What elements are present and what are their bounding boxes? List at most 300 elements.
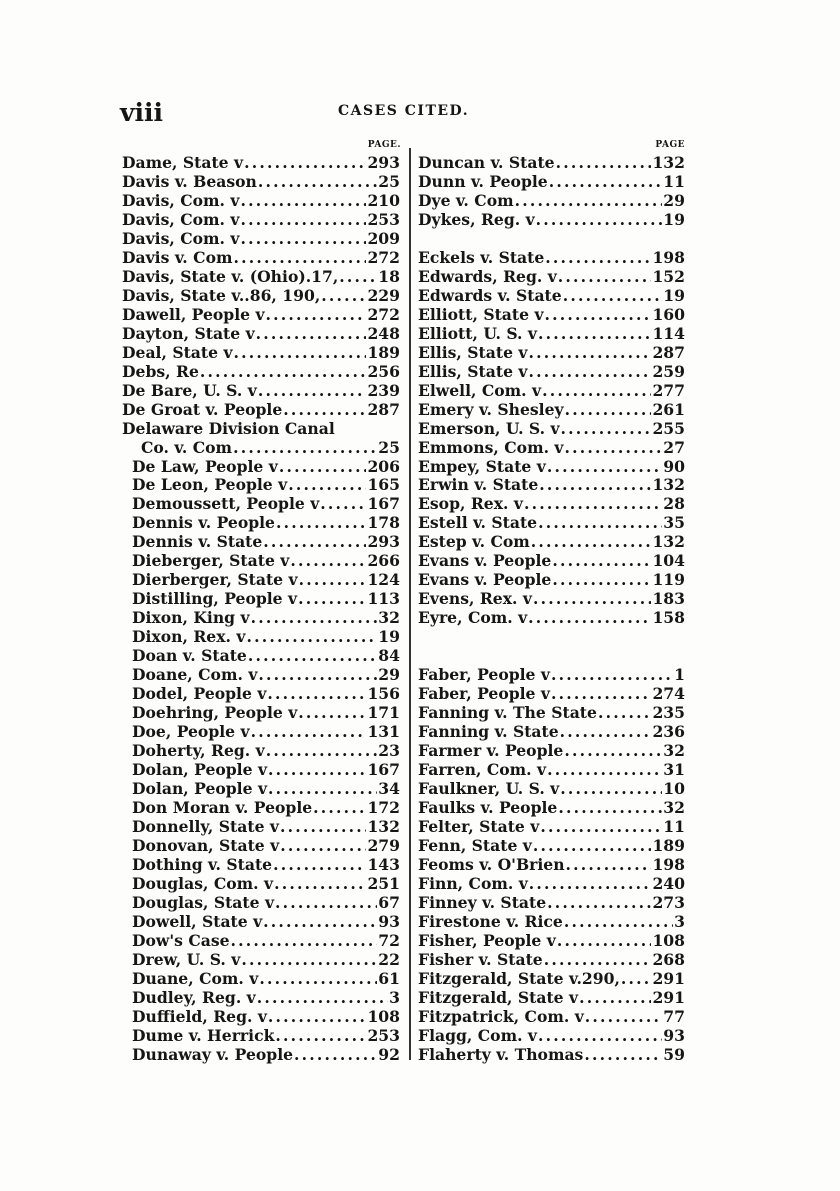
case-entry bbox=[122, 533, 400, 552]
dot-leader bbox=[533, 590, 651, 609]
dot-leader bbox=[515, 192, 663, 211]
case-entry bbox=[418, 401, 685, 420]
dot-leader bbox=[598, 704, 652, 723]
case-entry bbox=[122, 306, 400, 325]
case-name: Dennis v. People bbox=[132, 514, 275, 533]
dot-leader bbox=[558, 268, 652, 287]
case-entry bbox=[418, 685, 685, 704]
page-reference: 61 bbox=[378, 969, 400, 988]
case-name: Evans v. People bbox=[418, 552, 552, 571]
case-name: Empey, State v bbox=[418, 457, 546, 476]
case-name: Doe, People v bbox=[132, 723, 250, 742]
page-reference: 119 bbox=[652, 571, 685, 590]
page-reference: 67 bbox=[378, 893, 400, 912]
page-reference: 171 bbox=[367, 704, 400, 723]
page-reference: 273 bbox=[652, 893, 685, 912]
page-reference: 93 bbox=[378, 912, 400, 931]
blank-line bbox=[418, 647, 685, 666]
dot-leader bbox=[564, 913, 673, 932]
page-reference: 291 bbox=[652, 969, 685, 988]
case-entry bbox=[122, 268, 400, 287]
page-reference: 160 bbox=[652, 305, 685, 324]
dot-leader bbox=[557, 932, 652, 951]
column-divider bbox=[409, 148, 411, 1060]
case-entry bbox=[122, 1046, 400, 1065]
page-reference: 209 bbox=[367, 229, 400, 248]
case-name: Davis v. Beason bbox=[122, 172, 257, 191]
dot-leader bbox=[288, 476, 366, 495]
case-name: Ellis, State v bbox=[418, 343, 528, 362]
dot-leader bbox=[248, 647, 377, 666]
case-name: Dayton, State v bbox=[122, 324, 255, 343]
page-reference: 259 bbox=[652, 362, 685, 381]
case-name: Evans v. People bbox=[418, 571, 552, 590]
case-entry bbox=[122, 970, 400, 989]
case-entry bbox=[122, 154, 400, 173]
case-entry bbox=[418, 325, 685, 344]
page-reference: 3 bbox=[674, 912, 685, 931]
case-entry bbox=[122, 1027, 400, 1046]
page-reference: 1 bbox=[674, 666, 685, 685]
case-name: Dolan, People v bbox=[132, 779, 268, 798]
case-entry bbox=[122, 230, 400, 249]
case-entry bbox=[418, 495, 685, 514]
dot-leader bbox=[549, 173, 663, 192]
case-entry bbox=[122, 420, 400, 439]
page-reference: 29 bbox=[378, 666, 400, 685]
case-name: Eckels v. State bbox=[418, 248, 545, 267]
case-name: Dame, State v bbox=[122, 154, 244, 172]
case-name: Dawell, People v bbox=[122, 305, 265, 324]
case-name: Faulks v. People bbox=[418, 798, 558, 817]
case-name: Farmer v. People bbox=[418, 742, 564, 761]
case-entry bbox=[418, 818, 685, 837]
dot-leader bbox=[564, 742, 662, 761]
case-name: Esop, Rex. v bbox=[418, 495, 523, 514]
dot-leader bbox=[556, 154, 652, 173]
case-name: Delaware Division Canal bbox=[122, 419, 335, 438]
dot-leader bbox=[339, 268, 377, 287]
case-name: Don Moran v. People bbox=[132, 798, 313, 817]
dot-leader bbox=[273, 856, 366, 875]
page-reference: 287 bbox=[367, 400, 400, 419]
dot-leader bbox=[256, 325, 367, 344]
page-reference: 277 bbox=[652, 381, 685, 400]
case-entry bbox=[122, 742, 400, 761]
case-name: Dolan, People v bbox=[132, 761, 268, 779]
case-name: Dudley, Reg. v bbox=[132, 988, 256, 1007]
case-entry bbox=[122, 287, 400, 306]
case-entry bbox=[418, 970, 685, 989]
page-reference: 274 bbox=[652, 685, 685, 704]
case-name: Dixon, Rex. v bbox=[132, 628, 246, 647]
case-entry bbox=[418, 932, 685, 951]
case-entry bbox=[418, 837, 685, 856]
case-entry bbox=[418, 154, 685, 173]
case-name: Dierberger, State v bbox=[132, 571, 298, 590]
page-reference: 77 bbox=[663, 1007, 685, 1026]
dot-leader bbox=[528, 344, 651, 363]
dot-leader bbox=[561, 420, 652, 439]
page-reference: 84 bbox=[378, 647, 400, 666]
case-name: Fanning v. State bbox=[418, 723, 559, 742]
case-name: Emmons, Com. v bbox=[418, 438, 564, 457]
case-name: Dykes, Reg. v bbox=[418, 210, 535, 229]
case-entry bbox=[418, 514, 685, 533]
case-entry bbox=[418, 1046, 685, 1065]
case-entry bbox=[122, 439, 400, 458]
dot-leader bbox=[246, 628, 377, 647]
case-name: Doan v. State bbox=[132, 647, 247, 666]
case-entry bbox=[122, 856, 400, 875]
dot-leader bbox=[320, 495, 366, 514]
case-entry bbox=[418, 666, 685, 685]
dot-leader bbox=[241, 951, 377, 970]
dot-leader bbox=[563, 287, 663, 306]
dot-leader bbox=[540, 818, 662, 837]
case-entry bbox=[418, 211, 685, 230]
case-name: Firestone v. Rice bbox=[418, 912, 563, 931]
case-entry bbox=[418, 1027, 685, 1046]
page-reference: 272 bbox=[367, 248, 400, 267]
dot-leader bbox=[280, 837, 366, 856]
dot-leader bbox=[240, 230, 366, 249]
page-reference: 132 bbox=[367, 817, 400, 836]
dot-leader bbox=[251, 609, 378, 628]
dot-leader bbox=[294, 1046, 377, 1065]
page-reference: 291 bbox=[652, 988, 685, 1007]
page-reference: 266 bbox=[367, 552, 400, 571]
case-name: De Leon, People v bbox=[132, 476, 288, 495]
dot-leader bbox=[233, 439, 377, 458]
right-column-index bbox=[418, 154, 685, 1065]
dot-leader bbox=[257, 989, 388, 1008]
page-reference: 256 bbox=[367, 362, 400, 381]
case-entry bbox=[122, 761, 400, 780]
page-reference: 132 bbox=[652, 154, 685, 172]
blank-line bbox=[418, 628, 685, 647]
page-reference: 22 bbox=[378, 950, 400, 969]
case-entry bbox=[122, 382, 400, 401]
case-name: De Bare, U. S. v bbox=[122, 381, 257, 400]
page-reference: 27 bbox=[663, 438, 685, 457]
case-name: Dye v. Com bbox=[418, 191, 514, 210]
case-entry bbox=[418, 173, 685, 192]
left-column-index bbox=[122, 154, 400, 1065]
case-entry bbox=[418, 571, 685, 590]
case-entry bbox=[418, 780, 685, 799]
page-reference: 255 bbox=[652, 419, 685, 438]
dot-leader bbox=[258, 173, 377, 192]
dot-leader bbox=[552, 552, 651, 571]
case-name: Doherty, Reg. v bbox=[132, 742, 265, 761]
page-reference: 29 bbox=[663, 191, 685, 210]
case-entry bbox=[418, 382, 685, 401]
case-name: Estell v. State bbox=[418, 514, 538, 533]
page-reference: 167 bbox=[367, 761, 400, 779]
page-reference: 240 bbox=[652, 874, 685, 893]
case-entry bbox=[418, 192, 685, 211]
dot-leader bbox=[313, 799, 366, 818]
case-name: Duane, Com. v bbox=[132, 969, 259, 988]
case-entry bbox=[122, 704, 400, 723]
page-reference: 198 bbox=[652, 248, 685, 267]
dot-leader bbox=[268, 1008, 367, 1027]
case-entry bbox=[122, 363, 400, 382]
dot-leader bbox=[560, 723, 652, 742]
case-entry bbox=[122, 571, 400, 590]
case-name: Doehring, People v bbox=[132, 704, 298, 723]
case-entry bbox=[418, 249, 685, 268]
page-reference: 25 bbox=[378, 172, 400, 191]
right-column-heading: PAGE bbox=[655, 140, 685, 150]
page-reference: 143 bbox=[367, 855, 400, 874]
dot-leader bbox=[266, 306, 367, 325]
dot-leader bbox=[542, 382, 651, 401]
page-reference: 131 bbox=[367, 723, 400, 742]
dot-leader bbox=[538, 514, 662, 533]
page-reference: 236 bbox=[652, 723, 685, 742]
case-entry bbox=[122, 666, 400, 685]
case-name: Davis, Com. v bbox=[122, 210, 240, 229]
case-entry bbox=[122, 799, 400, 818]
page-reference: 235 bbox=[652, 704, 685, 723]
page-reference: 104 bbox=[652, 552, 685, 571]
page-reference: 108 bbox=[367, 1007, 400, 1026]
case-name: Debs, Re bbox=[122, 362, 199, 381]
case-entry bbox=[418, 344, 685, 363]
dot-leader bbox=[299, 571, 367, 590]
case-entry bbox=[122, 325, 400, 344]
case-name: Douglas, Com. v bbox=[132, 874, 274, 893]
case-entry bbox=[122, 401, 400, 420]
dot-leader bbox=[547, 458, 662, 477]
case-name: Elwell, Com. v bbox=[418, 381, 542, 400]
dot-leader bbox=[290, 552, 366, 571]
page-reference: 251 bbox=[367, 874, 400, 893]
dot-leader bbox=[524, 495, 662, 514]
case-entry bbox=[122, 989, 400, 1008]
page-reference: 34 bbox=[378, 779, 400, 798]
page-reference: 108 bbox=[652, 931, 685, 950]
case-name: De Law, People v bbox=[132, 457, 278, 476]
page-reference: 152 bbox=[652, 267, 685, 286]
dot-leader bbox=[551, 666, 673, 685]
page-reference: 156 bbox=[367, 685, 400, 704]
case-entry bbox=[418, 590, 685, 609]
case-name: Distilling, People v bbox=[132, 590, 298, 609]
page-reference: 239 bbox=[367, 381, 400, 400]
page-reference: 165 bbox=[367, 476, 400, 495]
dot-leader bbox=[251, 723, 367, 742]
case-entry bbox=[122, 628, 400, 647]
dot-leader bbox=[263, 913, 377, 932]
page-reference: 59 bbox=[663, 1045, 685, 1064]
case-name: Fitzpatrick, Com. v bbox=[418, 1007, 584, 1026]
page-reference: 178 bbox=[367, 514, 400, 533]
case-name: Fanning v. The State bbox=[418, 704, 597, 723]
case-name: Davis, State v. (Ohio).17, bbox=[122, 267, 339, 286]
case-name: Eyre, Com. v bbox=[418, 609, 528, 628]
dot-leader bbox=[538, 1027, 662, 1046]
dot-leader bbox=[545, 306, 652, 325]
dot-leader bbox=[263, 533, 366, 552]
case-entry bbox=[122, 173, 400, 192]
case-name: Donovan, State v bbox=[132, 836, 280, 855]
case-name: Elliott, State v bbox=[418, 305, 544, 324]
page-reference: 210 bbox=[367, 191, 400, 210]
case-name: Faber, People v bbox=[418, 666, 550, 685]
case-entry bbox=[418, 458, 685, 477]
dot-leader bbox=[276, 514, 366, 533]
case-entry bbox=[122, 249, 400, 268]
dot-leader bbox=[231, 932, 378, 951]
page-reference: 183 bbox=[652, 590, 685, 609]
case-entry bbox=[122, 894, 400, 913]
dot-leader bbox=[545, 249, 651, 268]
case-entry bbox=[418, 894, 685, 913]
case-name: Dunn v. People bbox=[418, 172, 548, 191]
page-reference: 19 bbox=[663, 286, 685, 305]
case-entry bbox=[122, 458, 400, 477]
case-name: Co. v. Com bbox=[141, 438, 233, 457]
case-entry bbox=[418, 552, 685, 571]
dot-leader bbox=[283, 401, 366, 420]
case-entry bbox=[122, 780, 400, 799]
case-name: Davis, Com. v bbox=[122, 191, 240, 210]
dot-leader bbox=[529, 875, 652, 894]
case-name: Donnelly, State v bbox=[132, 817, 279, 836]
case-entry bbox=[418, 476, 685, 495]
page-reference: 167 bbox=[367, 495, 400, 514]
case-entry bbox=[418, 723, 685, 742]
case-entry bbox=[418, 989, 685, 1008]
case-entry bbox=[418, 799, 685, 818]
case-entry bbox=[418, 913, 685, 932]
dot-leader bbox=[233, 249, 366, 268]
case-name: Estep v. Com bbox=[418, 533, 530, 552]
dot-leader bbox=[258, 382, 367, 401]
page-reference: 3 bbox=[389, 988, 400, 1007]
case-name: Doane, Com. v bbox=[132, 666, 258, 685]
page-reference: 19 bbox=[663, 210, 685, 229]
case-entry bbox=[122, 552, 400, 571]
dot-leader bbox=[275, 1027, 366, 1046]
page-reference: 172 bbox=[367, 798, 400, 817]
dot-leader bbox=[240, 211, 366, 230]
page-reference: 189 bbox=[652, 836, 685, 855]
case-name: Farren, Com. v bbox=[418, 761, 547, 779]
case-entry bbox=[418, 268, 685, 287]
page-reference: 268 bbox=[652, 950, 685, 969]
case-name: Fenn, State v bbox=[418, 836, 532, 855]
case-entry bbox=[418, 439, 685, 458]
case-name: Ellis, State v bbox=[418, 362, 528, 381]
dot-leader bbox=[585, 1008, 663, 1027]
case-name: Dennis v. State bbox=[132, 533, 263, 552]
dot-leader bbox=[566, 856, 652, 875]
case-name: Dowell, State v bbox=[132, 912, 263, 931]
blank-line bbox=[418, 230, 685, 249]
dot-leader bbox=[298, 704, 366, 723]
case-entry bbox=[122, 344, 400, 363]
case-entry bbox=[418, 856, 685, 875]
case-name: Edwards v. State bbox=[418, 286, 562, 305]
page-reference: 25 bbox=[378, 438, 400, 457]
dot-leader bbox=[547, 761, 662, 780]
case-name: Elliott, U. S. v bbox=[418, 324, 537, 343]
dot-leader bbox=[547, 894, 651, 913]
case-name: Duncan v. State bbox=[418, 154, 555, 172]
page-reference: 90 bbox=[663, 457, 685, 476]
case-entry bbox=[418, 363, 685, 382]
case-name: Finney v. State bbox=[418, 893, 547, 912]
page-reference: 114 bbox=[652, 324, 685, 343]
page-reference: 35 bbox=[663, 514, 685, 533]
case-name: Emery v. Shesley bbox=[418, 400, 564, 419]
case-entry bbox=[122, 837, 400, 856]
page-reference: 253 bbox=[367, 210, 400, 229]
case-name: Dothing v. State bbox=[132, 855, 273, 874]
case-entry bbox=[418, 761, 685, 780]
page-reference: 11 bbox=[663, 817, 685, 836]
case-name: Dunaway v. People bbox=[132, 1045, 294, 1064]
dot-leader bbox=[544, 951, 652, 970]
running-title: CASES CITED. bbox=[338, 103, 470, 119]
case-entry bbox=[122, 495, 400, 514]
page-reference: 72 bbox=[378, 931, 400, 950]
page-reference: 287 bbox=[652, 343, 685, 362]
case-entry bbox=[122, 590, 400, 609]
case-name: De Groat v. People bbox=[122, 400, 283, 419]
case-name: Dixon, King v bbox=[132, 609, 250, 628]
dot-leader bbox=[558, 799, 662, 818]
page-reference: 32 bbox=[378, 609, 400, 628]
case-entry bbox=[122, 932, 400, 951]
dot-leader bbox=[267, 685, 366, 704]
case-name: Flaherty v. Thomas bbox=[418, 1045, 584, 1064]
case-entry bbox=[122, 192, 400, 211]
case-name: Finn, Com. v bbox=[418, 874, 528, 893]
case-entry bbox=[122, 476, 400, 495]
page-reference: 279 bbox=[367, 836, 400, 855]
dot-leader bbox=[539, 476, 651, 495]
dot-leader bbox=[528, 609, 651, 628]
case-name: Drew, U. S. v bbox=[132, 950, 241, 969]
dot-leader bbox=[528, 363, 651, 382]
page-reference: 113 bbox=[367, 590, 400, 609]
page-reference: 92 bbox=[378, 1045, 400, 1064]
dot-leader bbox=[268, 761, 366, 780]
case-entry bbox=[418, 287, 685, 306]
dot-leader bbox=[321, 287, 366, 306]
case-name: Fisher, People v bbox=[418, 931, 556, 950]
case-name: Dow's Case bbox=[132, 931, 230, 950]
dot-leader bbox=[552, 571, 651, 590]
page-reference: 19 bbox=[378, 628, 400, 647]
case-entry bbox=[418, 704, 685, 723]
page-number: viii bbox=[120, 98, 164, 127]
case-name: Emerson, U. S. v bbox=[418, 419, 560, 438]
case-name: Dodel, People v bbox=[132, 685, 267, 704]
page-reference: 124 bbox=[367, 571, 400, 590]
case-entry bbox=[122, 514, 400, 533]
case-entry bbox=[122, 1008, 400, 1027]
page-reference: 293 bbox=[367, 533, 400, 552]
case-name: Dieberger, State v bbox=[132, 552, 290, 571]
case-entry bbox=[418, 420, 685, 439]
page-reference: 23 bbox=[378, 742, 400, 761]
